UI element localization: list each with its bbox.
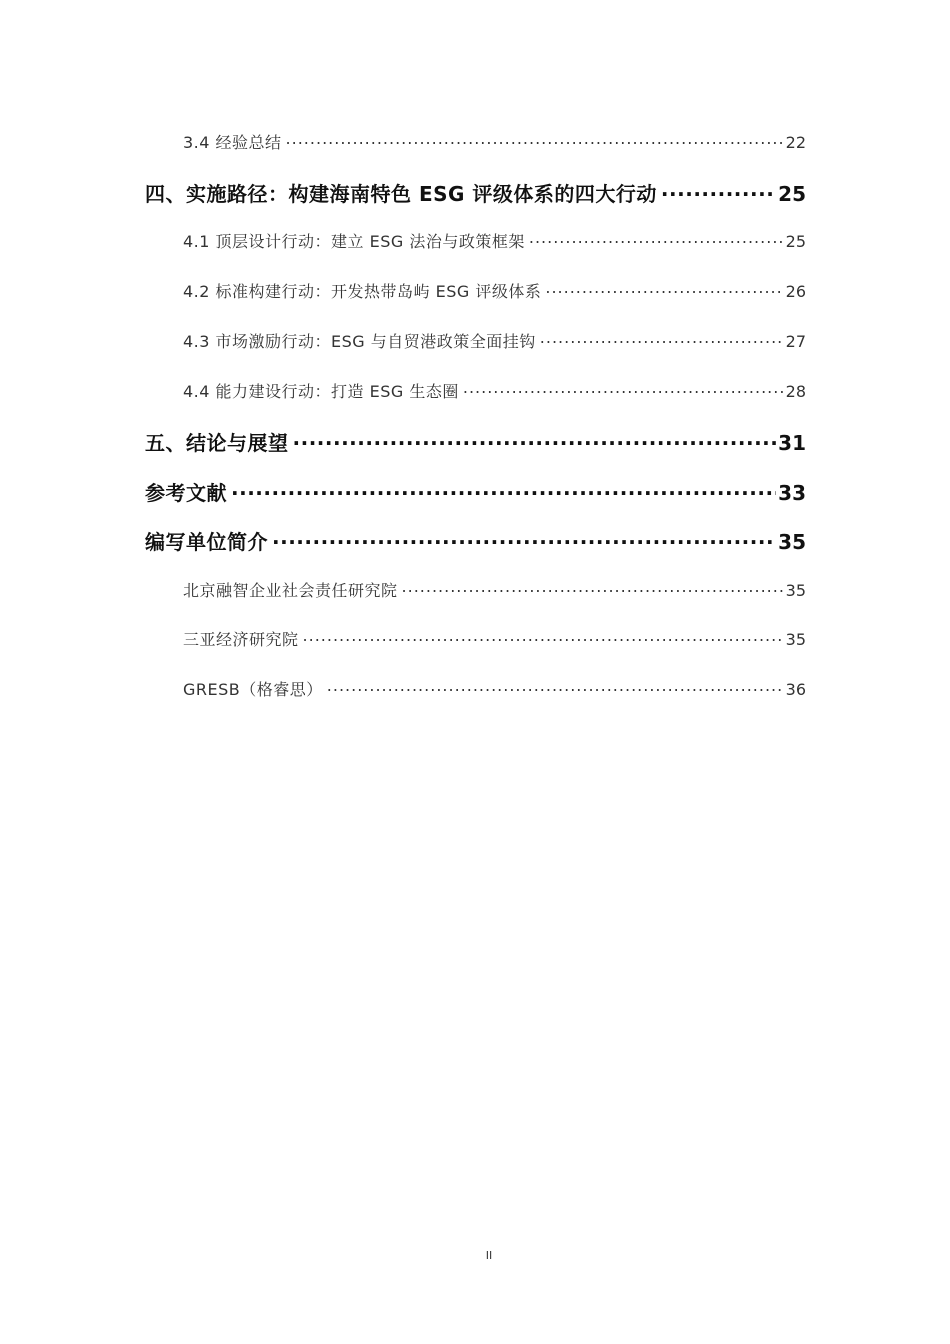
toc-entry-chapter-5[interactable]	[145, 427, 806, 456]
toc-entry-page: 27	[785, 332, 806, 351]
toc-dot-leader	[231, 480, 776, 500]
toc-entry-4-3[interactable]	[183, 329, 806, 352]
toc-dot-leader	[545, 281, 783, 297]
toc-entry-page: 35	[785, 630, 806, 649]
toc-entry-page: 35	[778, 530, 806, 554]
toc-entry-page: 33	[778, 481, 806, 505]
toc-dot-leader	[463, 381, 784, 397]
toc-dot-leader	[529, 231, 784, 247]
toc-entry-sanya-institute[interactable]	[183, 627, 806, 650]
toc-entry-title: 参考文献	[145, 481, 227, 505]
toc-dot-leader	[272, 529, 776, 549]
toc-entry-references[interactable]	[145, 477, 806, 506]
toc-dot-leader	[286, 132, 784, 148]
toc-entry-title: 4.2 标准构建行动：开发热带岛屿 ESG 评级体系	[183, 282, 542, 301]
toc-entry-chapter-4[interactable]	[145, 178, 806, 207]
toc-entry-page: 36	[785, 680, 806, 699]
toc-dot-leader	[327, 679, 784, 695]
toc-entry-page: 25	[778, 182, 806, 206]
toc-entry-title: 4.3 市场激励行动：ESG 与自贸港政策全面挂钩	[183, 332, 536, 351]
toc-entry-page: 22	[785, 133, 806, 152]
toc-entry-beijing-institute[interactable]	[183, 578, 806, 601]
toc-entry-title: 4.4 能力建设行动：打造 ESG 生态圈	[183, 382, 459, 401]
toc-dot-leader	[293, 430, 777, 450]
toc-entry-page: 26	[785, 282, 806, 301]
toc-entry-4-2[interactable]	[183, 279, 806, 302]
toc-entry-4-4[interactable]	[183, 379, 806, 402]
toc-dot-leader	[402, 580, 784, 596]
toc-entry-title: 3.4 经验总结	[183, 133, 282, 152]
toc-entry-title: 北京融智企业社会责任研究院	[183, 581, 398, 600]
toc-entry-page: 28	[785, 382, 806, 401]
toc-entry-title: 编写单位简介	[145, 530, 268, 554]
page-number: II	[485, 1249, 493, 1262]
toc-entry-4-1[interactable]	[183, 229, 806, 252]
toc-entry-page: 31	[778, 431, 806, 455]
toc-entry-title: GRESB（格睿思）	[183, 680, 323, 699]
toc-entry-title: 4.1 顶层设计行动：建立 ESG 法治与政策框架	[183, 232, 525, 251]
toc-dot-leader	[303, 629, 784, 645]
toc-entry-gresb[interactable]	[183, 677, 806, 700]
toc-entry-title: 五、结论与展望	[145, 431, 289, 455]
toc-dot-leader	[661, 181, 776, 201]
toc-entry-title: 四、实施路径：构建海南特色 ESG 评级体系的四大行动	[145, 182, 657, 206]
toc-dot-leader	[540, 331, 784, 347]
toc-entry-page: 25	[785, 232, 806, 251]
toc-entry-title: 三亚经济研究院	[183, 630, 299, 649]
toc-entry-3-4[interactable]	[183, 130, 806, 153]
toc-entry-authors[interactable]	[145, 526, 806, 555]
toc-entry-page: 35	[785, 581, 806, 600]
